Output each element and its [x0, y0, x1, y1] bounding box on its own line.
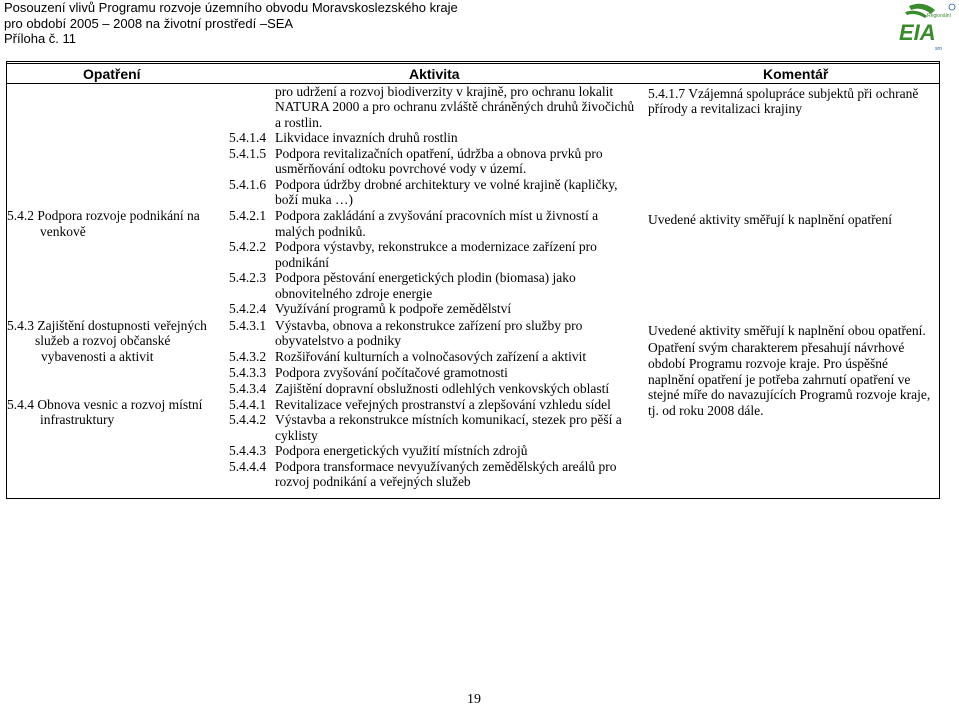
- aktivita-5415-text-line1: Podpora revitalizačních opatření, údržba a obnova prvků pro: [275, 146, 603, 161]
- column-header-aktivita: Aktivita: [409, 66, 460, 82]
- header-appendix: Příloha č. 11: [4, 31, 77, 46]
- aktivita-5433-text: Podpora zvyšování počítačové gramotnosti: [275, 365, 508, 380]
- opatreni-542-line2: venkově: [40, 224, 86, 239]
- opatreni-542-line1: 5.4.2 Podpora rozvoje podnikání na: [7, 208, 200, 223]
- aktivita-5421-text-line1: Podpora zakládání a zvyšování pracovních míst u živností a: [275, 208, 599, 223]
- aktivita-5416-text-line1: Podpora údržby drobné architektury ve volné krajině (kapličky,: [275, 177, 618, 192]
- header-title-line2: pro období 2005 – 2008 na životní prostředí –SEA: [4, 15, 294, 31]
- aktivita-5444-code: 5.4.4.4: [229, 459, 267, 474]
- aktivita-5422-text-line1: Podpora výstavby, rekonstrukce a modernizace zařízení pro: [275, 239, 597, 254]
- opatreni-544-line2: infrastruktury: [40, 412, 115, 427]
- opatreni-543-line2: služeb a rozvoj občanské: [35, 333, 171, 348]
- komentar-543-line6: tj. od roku 2008 dále.: [648, 403, 764, 418]
- aktivita-5442-text-line2: cyklisty: [275, 428, 318, 443]
- aktivita-5423-text-line2: obnovitelného zdroje energie: [275, 286, 433, 301]
- logo-label-top: Regionální: [927, 13, 951, 19]
- komentar-543-line1: Uvedené aktivity směřují k naplnění obou opatření.: [648, 323, 926, 338]
- aktivita-5423-code: 5.4.2.3: [229, 270, 267, 285]
- aktivita-5444-text-line1: Podpora transformace nevyužívaných zemědělských areálů pro: [275, 459, 617, 474]
- aktivita-5416-code: 5.4.1.6: [229, 177, 267, 192]
- opatreni-543-line3: vybavenosti a aktivit: [41, 349, 154, 364]
- aktivita-5443-text: Podpora energetických využití místních zdrojů: [275, 443, 528, 458]
- page-number: 19: [467, 692, 481, 707]
- aktivita-5421-code: 5.4.2.1: [229, 208, 267, 223]
- komentar-543-line5: stejné míře do navazujících Programů rozvoje kraje,: [648, 387, 931, 402]
- aktivita-continued-line3: a rostlin.: [275, 115, 323, 130]
- regional-eia-logo: [897, 2, 959, 52]
- table-top-rule: [6, 63, 940, 64]
- opatreni-544-line1: 5.4.4 Obnova vesnic a rozvoj místní: [7, 397, 203, 412]
- aktivita-5422-text-line2: podnikání: [275, 255, 329, 270]
- aktivita-5433-code: 5.4.3.3: [229, 365, 267, 380]
- logo-main-text: EIA: [899, 20, 936, 45]
- column-header-komentar: Komentář: [763, 66, 829, 82]
- aktivita-continued-line1: pro udržení a rozvoj biodiverzity v krajině, pro ochranu lokalit: [275, 84, 614, 99]
- aktivita-5421-text-line2: malých podniků.: [275, 224, 366, 239]
- aktivita-5424-text: Využívání programů k podpoře zemědělství: [275, 301, 512, 316]
- komentar-5417-line2: přírody a revitalizaci krajiny: [648, 101, 803, 116]
- aktivita-5414-text: Likvidace invazních druhů rostlin: [275, 130, 458, 145]
- aktivita-5423-text-line1: Podpora pěstování energetických plodin (biomasa) jako: [275, 270, 576, 285]
- column-header-opatreni: Opatření: [83, 66, 141, 82]
- aktivita-5434-code: 5.4.3.4: [229, 381, 267, 396]
- aktivita-5415-text-line2: usměrňování odtoku povrchové vody v území.: [275, 161, 527, 176]
- komentar-543-line2: Opatření svým charakterem přesahují návrhové: [648, 340, 905, 355]
- aktivita-5441-text: Revitalizace veřejných prostranství a zlepšování vzhledu sídel: [275, 397, 611, 412]
- document-header: [4, 0, 458, 47]
- komentar-5417-line1: 5.4.1.7 Vzájemná spolupráce subjektů při ochraně: [648, 86, 919, 101]
- aktivita-5432-code: 5.4.3.2: [229, 349, 267, 364]
- aktivita-5414-code: 5.4.1.4: [229, 130, 267, 145]
- aktivita-5431-text-line2: obyvatelstvo a podniky: [275, 333, 401, 348]
- aktivita-5422-code: 5.4.2.2: [229, 239, 267, 254]
- aktivita-5431-code: 5.4.3.1: [229, 318, 267, 333]
- aktivita-5444-text-line2: rozvoj podnikání a veřejných služeb: [275, 474, 471, 489]
- komentar-543-line3: období Programu rozvoje kraje. Pro úspěšné: [648, 356, 888, 371]
- aktivita-5443-code: 5.4.4.3: [229, 443, 267, 458]
- logo-label-bottom: sro: [935, 46, 942, 52]
- aktivita-continued-line2: NATURA 2000 a pro ochranu zvláště chráněných druhů živočichů: [275, 99, 635, 114]
- header-title-line1: Posouzení vlivů Programu rozvoje územního obvodu Moravskoslezského kraje: [4, 0, 458, 15]
- aktivita-5415-code: 5.4.1.5: [229, 146, 267, 161]
- aktivita-5434-text: Zajištění dopravní obslužnosti odlehlých venkovských oblastí: [275, 381, 610, 396]
- aktivita-5416-text-line2: boží muka …): [275, 192, 353, 207]
- aktivita-5432-text: Rozšiřování kulturních a volnočasových zařízení a aktivit: [275, 349, 587, 364]
- aktivita-5442-text-line1: Výstavba a rekonstrukce místních komunikací, stezek pro pěší a: [275, 412, 622, 427]
- komentar-543-line4: naplnění opatření je potřeba zahrnutí opatření ve: [648, 372, 911, 387]
- aktivita-5442-code: 5.4.4.2: [229, 412, 267, 427]
- opatreni-543-line1: 5.4.3 Zajištění dostupnosti veřejných: [7, 318, 207, 333]
- komentar-542: Uvedené aktivity směřují k naplnění opatření: [648, 212, 893, 227]
- aktivita-5441-code: 5.4.4.1: [229, 397, 267, 412]
- aktivita-5424-code: 5.4.2.4: [229, 301, 267, 316]
- aktivita-5431-text-line1: Výstavba, obnova a rekonstrukce zařízení pro služby pro: [275, 318, 583, 333]
